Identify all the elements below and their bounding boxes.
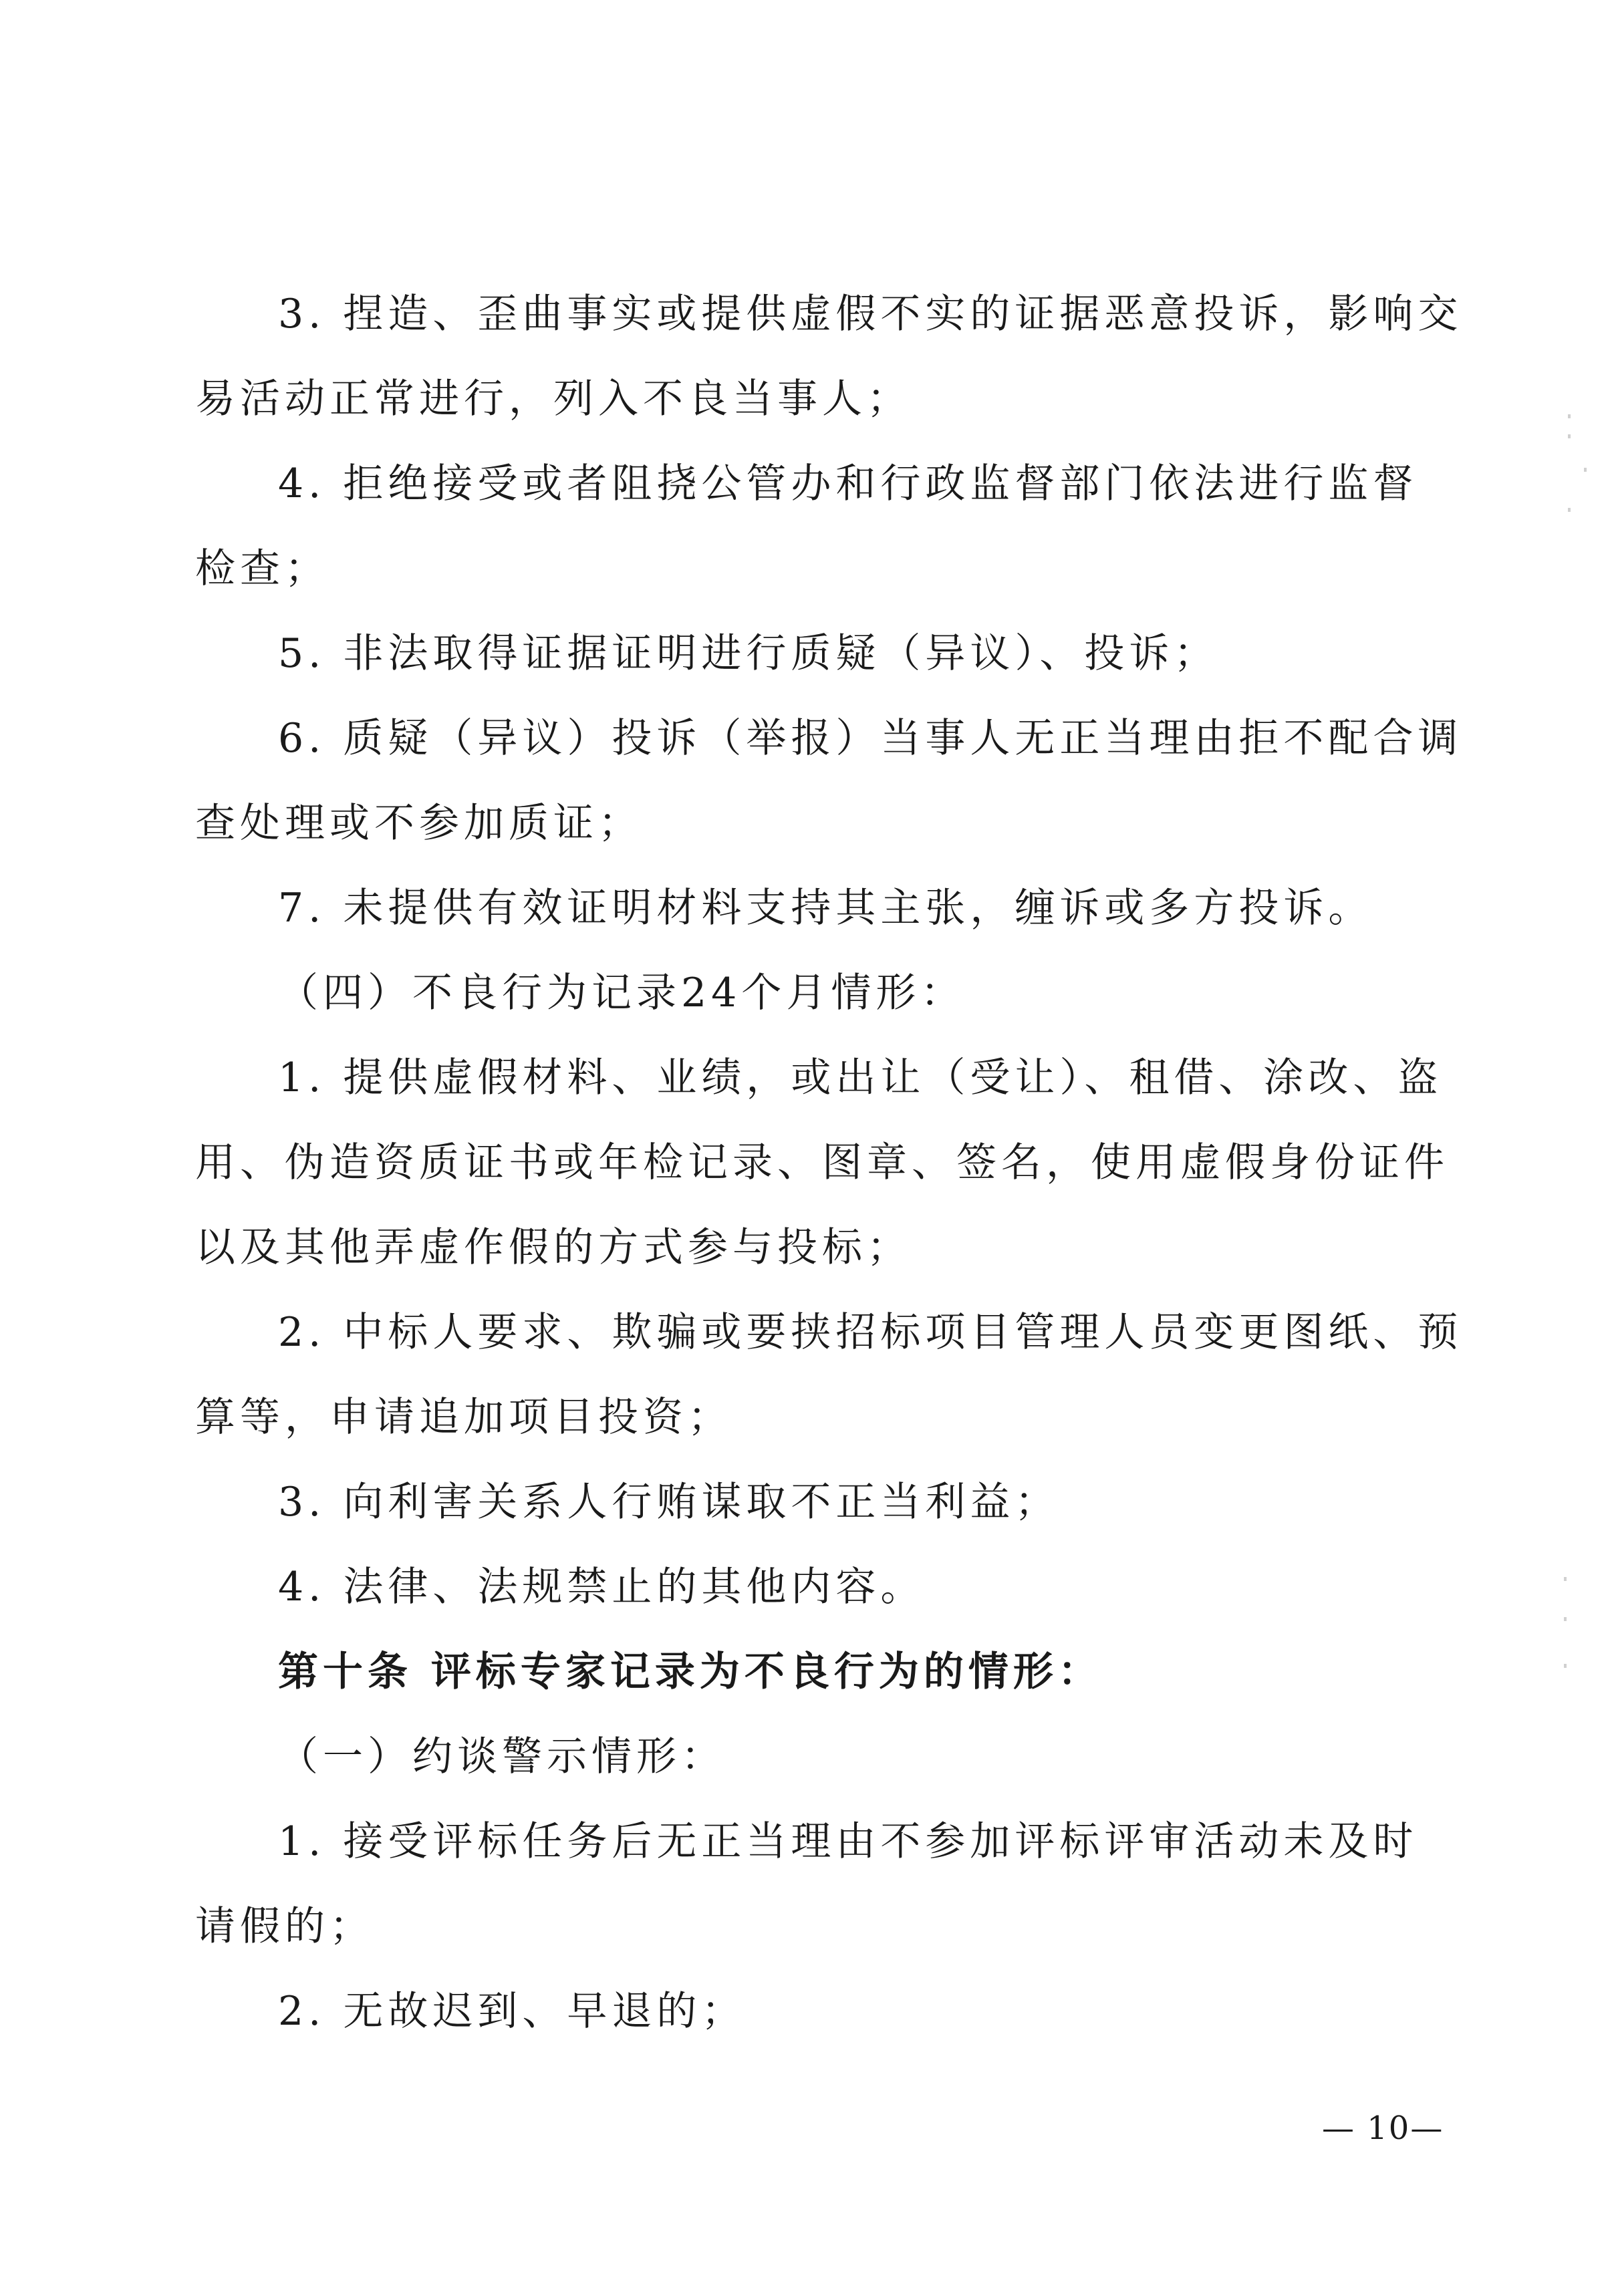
text-line: 2. 无故迟到、早退的； xyxy=(278,1988,747,2035)
scan-mark xyxy=(1564,1617,1567,1621)
text-line: 易活动正常进行，列入不良当事人； xyxy=(195,376,912,422)
page-number: — 10— xyxy=(1322,2110,1444,2147)
scan-mark xyxy=(1568,434,1571,438)
scan-mark xyxy=(1568,508,1571,512)
text-line: 算等，申请追加项目投资； xyxy=(195,1394,732,1441)
scan-mark xyxy=(1568,414,1571,418)
scan-mark xyxy=(1564,1577,1567,1581)
text-line: 以及其他弄虚作假的方式参与投标； xyxy=(195,1224,912,1271)
text-line: 7. 未提供有效证明材料支持其主张，缠诉或多方投诉。 xyxy=(278,885,1373,931)
text-line: 4. 法律、法规禁止的其他内容。 xyxy=(278,1564,926,1610)
scan-mark xyxy=(1564,1664,1567,1668)
text-line: 6. 质疑（异议）投诉（举报）当事人无正当理由拒不配合调 xyxy=(278,715,1463,762)
scan-mark xyxy=(1584,468,1587,472)
text-line: 请假的； xyxy=(195,1903,374,1950)
text-line: 用、伪造资质证书或年检记录、图章、签名，使用虚假身份证件 xyxy=(195,1139,1449,1186)
text-line: 1. 接受评标任务后无正当理由不参加评标评审活动未及时 xyxy=(278,1818,1418,1865)
text-line: 4. 拒绝接受或者阻挠公管办和行政监督部门依法进行监督 xyxy=(278,460,1418,507)
section-heading: （一）约谈警示情形： xyxy=(278,1733,726,1780)
text-line: 检查； xyxy=(195,545,329,592)
section-heading: （四）不良行为记录24个月情形： xyxy=(278,970,966,1016)
text-line: 3. 捏造、歪曲事实或提供虚假不实的证据恶意投诉，影响交 xyxy=(278,291,1463,337)
text-line: 1. 提供虚假材料、业绩，或出让（受让）、租借、涂改、盗 xyxy=(278,1054,1443,1101)
text-line: 5. 非法取得证据证明进行质疑（异议）、投诉； xyxy=(278,630,1219,677)
text-line: 2. 中标人要求、欺骗或要挟招标项目管理人员变更图纸、预 xyxy=(278,1309,1463,1356)
text-line: 查处理或不参加质证； xyxy=(195,800,643,847)
text-line: 3. 向利害关系人行贿谋取不正当利益； xyxy=(278,1479,1060,1526)
article-heading: 第十条 评标专家记录为不良行为的情形： xyxy=(278,1648,1103,1695)
